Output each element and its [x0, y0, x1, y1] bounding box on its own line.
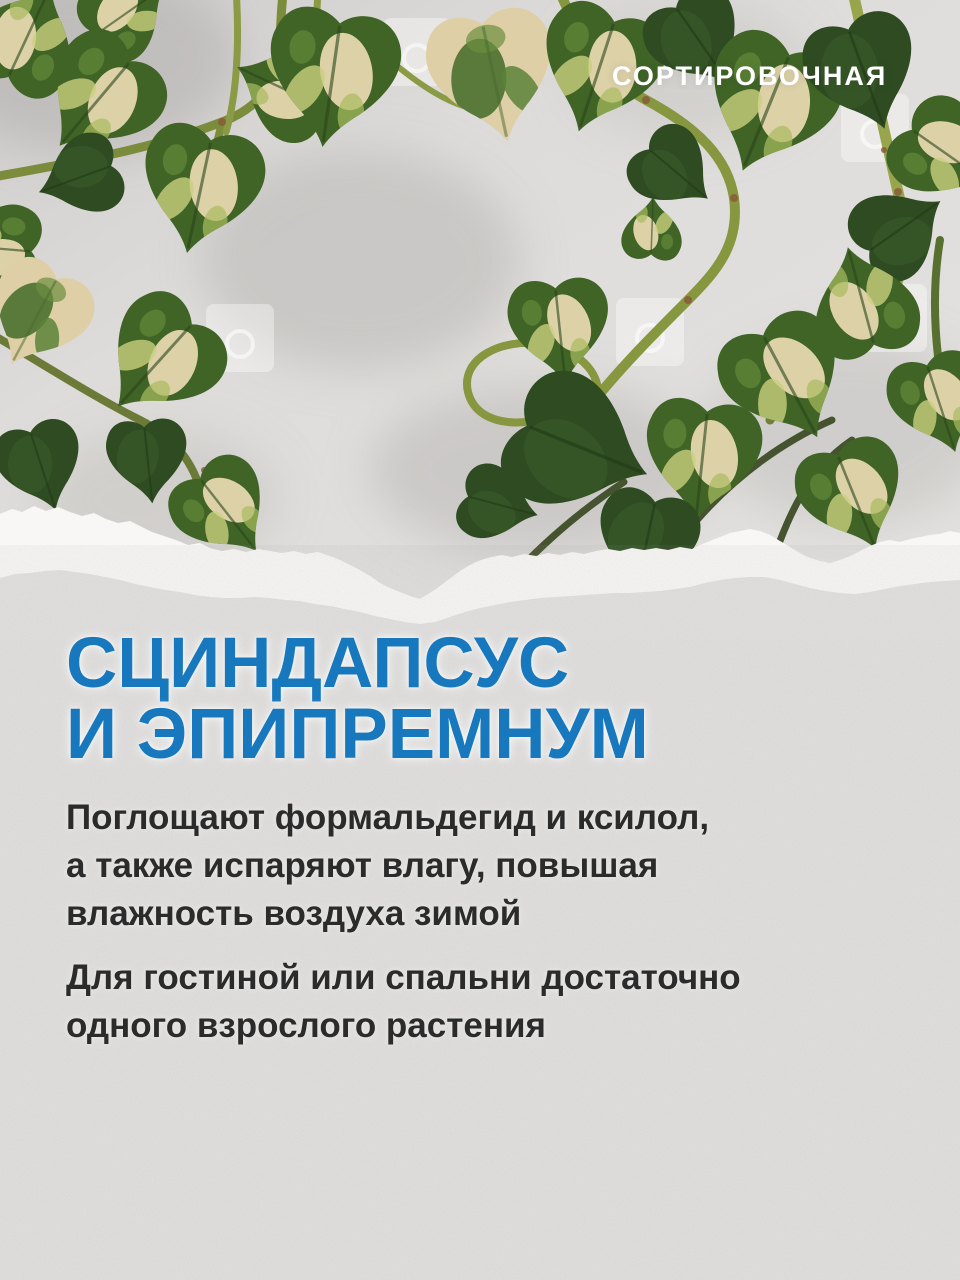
paragraph-recommendation [66, 954, 916, 1050]
page-title [66, 624, 916, 774]
brand-logo: СОРТИРОВОЧНАЯ [612, 61, 888, 91]
paragraph-benefits [66, 794, 916, 938]
paragraph-recommendation-line-2: одного взрослого растения [66, 1006, 546, 1045]
heading-line-2: И ЭПИПРЕМНУМ [66, 695, 649, 774]
heading-line-1: СЦИНДАПСУС [66, 624, 570, 703]
torn-paper-edge [0, 470, 960, 640]
paragraph-benefits-line-2: а также испаряют влагу, повышая [66, 846, 659, 885]
paragraph-recommendation-line-1: Для гостиной или спальни достаточно [66, 958, 741, 997]
paragraph-benefits-line-1: Поглощают формальдегид и ксилол, [66, 798, 710, 837]
paragraph-benefits-line-3: влажность воздуха зимой [66, 894, 522, 933]
